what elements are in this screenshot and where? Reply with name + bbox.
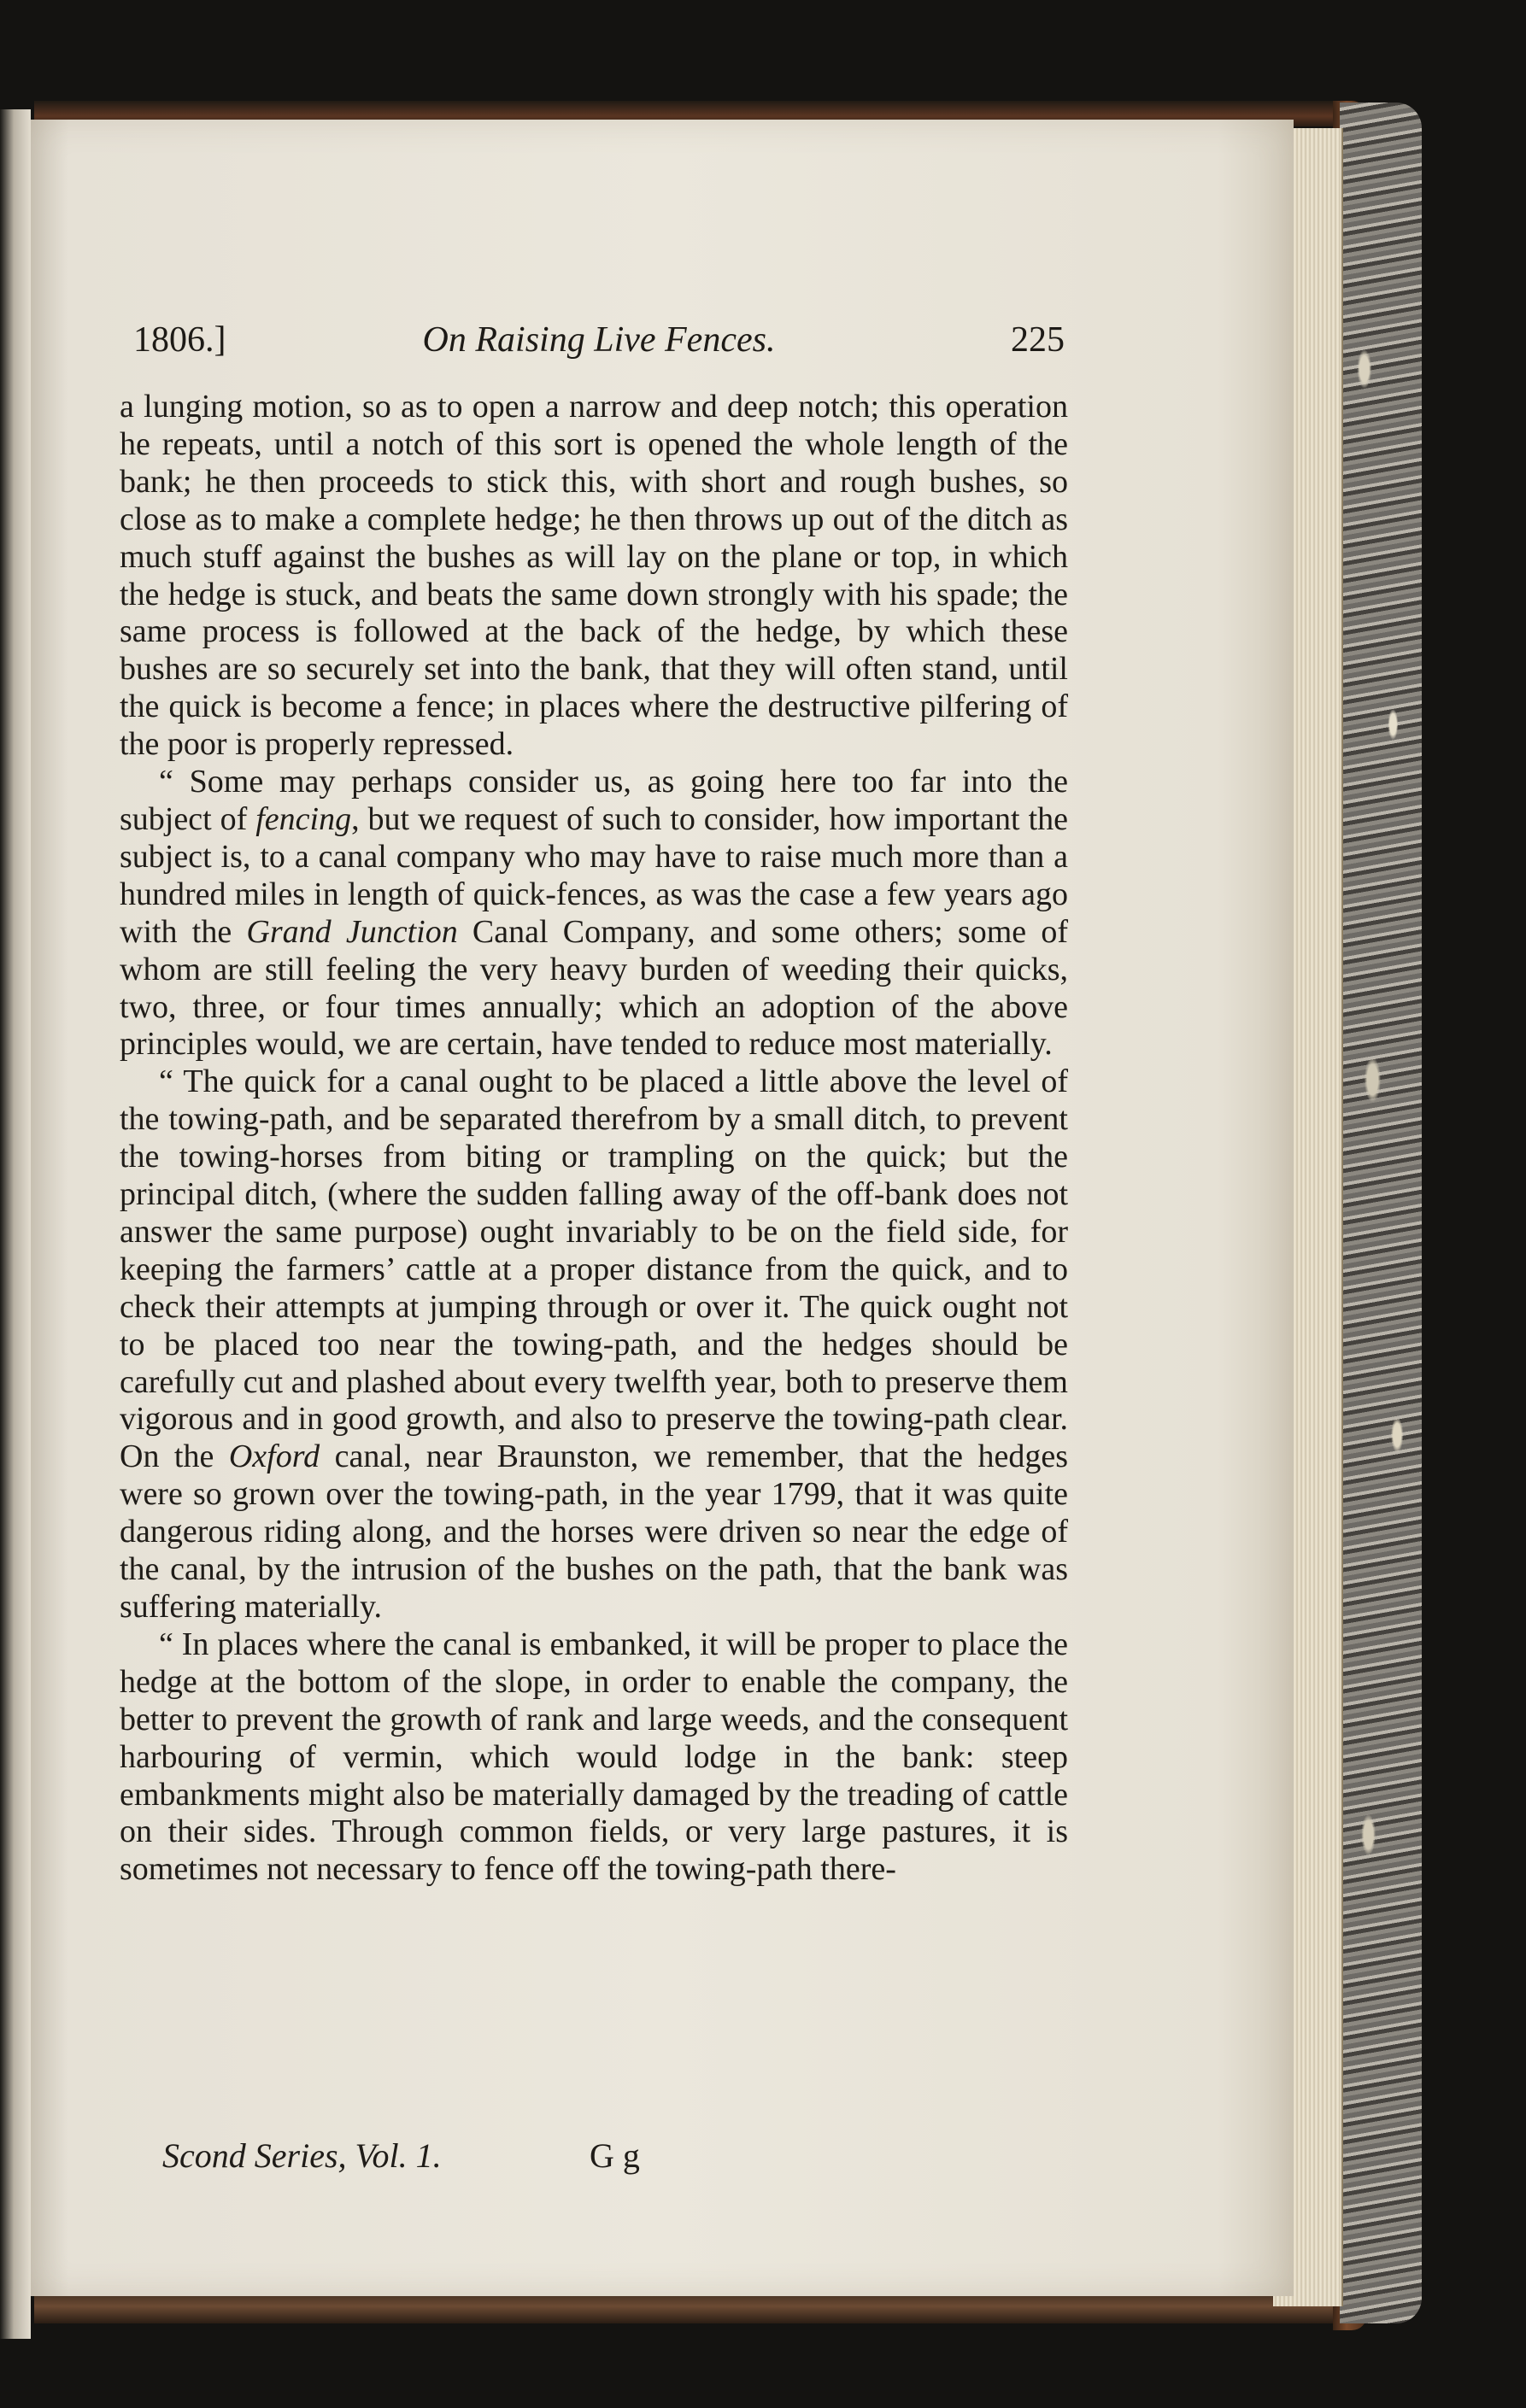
running-head-year: 1806.] (133, 320, 226, 360)
text-run: “ The quick for a canal ought to be placed a little above the level of the towing-path, and be separated therefrom by a small ditch, to prevent the towing-horses from biting or trampling on the quick; but the principal ditch, (where the sudden falling away of the off-bank does not answer the same purpose) ought invariably to be on the field side, for keeping the farmers’ cattle at a proper distance from the quick, and to check their attempts at jumping through or over it. The quick ought not to be placed too near the towing-path, and the hedges should be carefully cut and plashed about every twelfth year, both to preserve them vigorous and in good growth, and also to preserve the towing-path clear. On the (120, 1063, 1068, 1475)
paragraph (120, 389, 1068, 764)
text-run: Canal Company, and some others; some of whom are still feeling the very heavy burden of weeding their quicks, two, three, or four times annually; which an adoption of the above principles would, we are certain, have tended to reduce most materially. (120, 913, 1069, 1063)
text-run: , but we request of such to consider, how important the subject is, to a canal company who may have to raise much more than a hundred miles in length of quick-fences, as was the case a few years ago with the (120, 800, 1068, 950)
paragraph (120, 1063, 1068, 1626)
italic-text: Grand Junction (246, 913, 458, 950)
text-run: “ In places where the canal is embanked, it will be proper to place the hedge at the bottom of the slope, in order to enable the company, the better to prevent the growth of rank and large weeds, and the consequent harbouring of vermin, which would lodge in the bank: steep embankments might also be materially damaged by the treading of cattle on their sides. Through common fields, or very large pastures, it is sometimes not necessary to fence off the towing-path there- (120, 1626, 1068, 1888)
italic-text: fencing (255, 800, 352, 837)
italic-text: Oxford (228, 1438, 320, 1475)
page-footer (162, 2136, 760, 2178)
left-page-edge (0, 109, 31, 2339)
sheet-signature-mark: G g (590, 2136, 640, 2175)
paragraph (120, 764, 1068, 1063)
text-run: “ Some may perhaps consider us, as going here too far into the subject of (120, 764, 1068, 837)
text-run: canal, near Braunston, we remember, that the hedges were so grown over the towing-path, in the year 1799, that it was quite dangerous riding along, and the horses were driven so near the edge of the canal, by the intrusion of the bushes on the path, that the bank was suffering materially. (120, 1438, 1068, 1625)
body-text (120, 389, 1068, 1889)
running-head (133, 319, 1065, 366)
running-head-title: On Raising Live Fences. (422, 320, 776, 360)
text-run: a lunging motion, so as to open a narrow and deep notch; this operation he repeats, until a notch of this sort is opened the whole length of the bank; he then proceeds to stick this, with short and rough bushes, so close as to make a complete hedge; he then throws up out of the ditch as much stuff against the bushes as will lay on the plane or top, in which the hedge is stuck, and beats the same down strongly with his spade; the same process is followed at the back of the hedge, by which these bushes are so securely set into the bank, that they will often stand, until the quick is become a fence; in places where the destructive pilfering of the poor is properly repressed. (120, 389, 1068, 763)
marbled-endpaper (1340, 103, 1422, 2323)
page-number: 225 (1011, 320, 1065, 360)
series-signature: Scond Series, Vol. 1. (162, 2136, 442, 2175)
paragraph (120, 1626, 1068, 1889)
